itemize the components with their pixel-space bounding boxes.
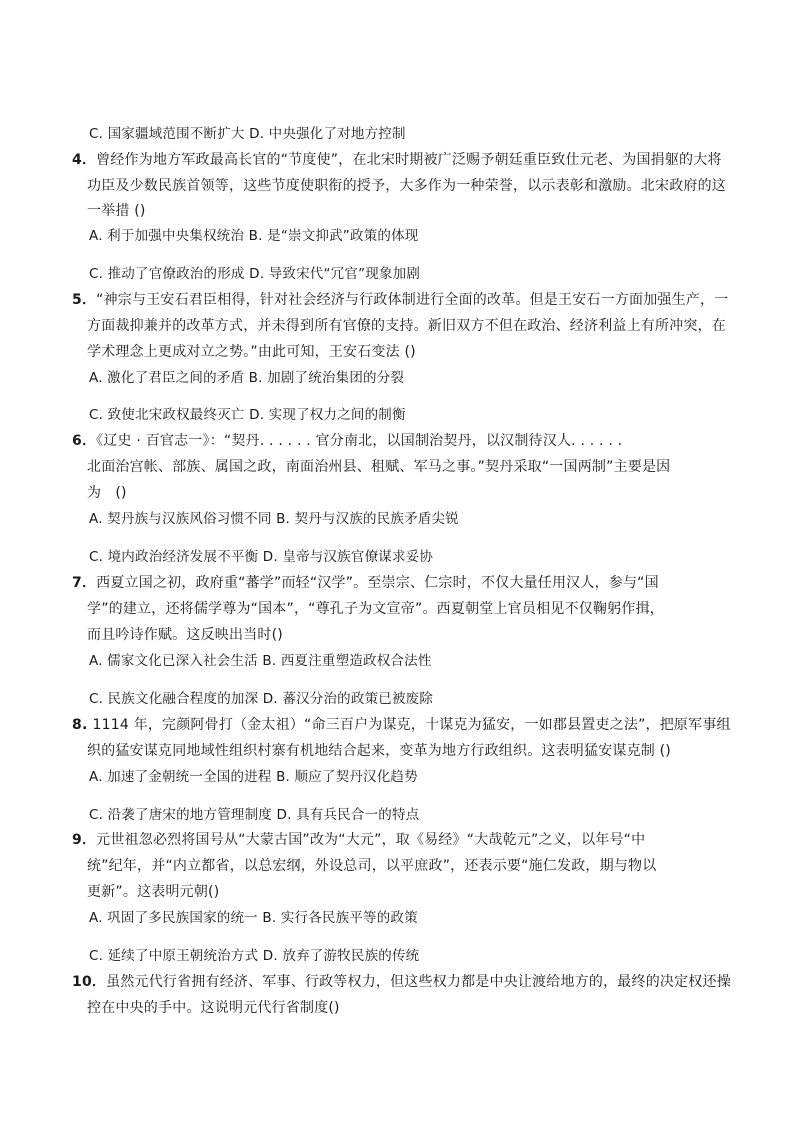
q10-number: 10． [72, 974, 107, 990]
q9-stem-line-1: 9．元世祖忽必烈将国号从“大蒙古国”改为“大元”，取《易经》“大哉乾元”之义，以年号“中 [72, 832, 646, 848]
q8-options-cd: C. 沿袭了唐宋的地方管理制度 D. 具有兵民合一的特点 [89, 807, 420, 823]
q9-options-cd: C. 延续了中原王朝统治方式 D. 放弃了游牧民族的传统 [89, 948, 420, 964]
q7-options-cd: C. 民族文化融合程度的加深 D. 蕃汉分治的政策已被废除 [89, 691, 434, 707]
q7-stem-line-1: 7．西夏立国之初，政府重“蕃学”而轻“汉学”。至崇宗、仁宗时，不仅大量任用汉人，参与“国 [72, 575, 659, 591]
q8-number: 8. [72, 717, 93, 733]
q5-options-ab: A. 激化了君臣之间的矛盾 B. 加剧了统治集团的分裂 [89, 370, 405, 386]
q5-number: 5． [72, 292, 97, 308]
q10-stem-line-2: 控在中央的手中。这说明元代行省制度() [87, 1000, 340, 1016]
q4-number: 4． [72, 152, 97, 168]
q6-options-ab: A. 契丹族与汉族风俗习惯不同 B. 契丹与汉族的民族矛盾尖锐 [89, 511, 459, 527]
q10-stem-line-1: 10．虽然元代行省拥有经济、军事、行政等权力，但这些权力都是中央让渡给地方的，最终的决定权还操 [72, 974, 731, 990]
q4-options-ab: A. 利于加强中央集权统治 B. 是“崇文抑武”政策的体现 [89, 228, 419, 244]
q9-options-ab: A. 巩固了多民族国家的统一 B. 实行各民族平等的政策 [89, 910, 418, 926]
q4-stem-line-3: 一举措 () [87, 203, 146, 219]
q4-stem-line-2: 功臣及少数民族首领等，这些节度使职衔的授予，大多作为一种荣誉，以示表彰和激励。北宋政府的这 [87, 178, 726, 194]
q6-stem-line-1: 6．《辽史 · 百官志一》：“契丹. . . . . . 官分南北，以国制治契丹，以汉制待汉人. . . . . . [72, 433, 623, 449]
q5-stem-line-3: 学术理念上更成对立之势。”由此可知，王安石变法 () [87, 344, 416, 360]
q9-stem-line-2: 统”纪年，并“内立都省，以总宏纲，外设总司，以平庶政”，还表示要“施仁发政，期与物以 [87, 858, 657, 874]
q7-stem-line-2: 学”的建立，还将儒学尊为“国本”，“尊孔子为文宣帝”。西夏朝堂上官员相见不仅鞠躬作揖， [87, 601, 664, 617]
q6-stem-line-3: 为 () [87, 485, 127, 501]
q4-stem-line-1: 4．曾经作为地方军政最高长官的“节度使”，在北宋时期被广泛赐予朝廷重臣致仕元老、为国捐躯的大将 [72, 152, 722, 168]
q6-options-cd: C. 境内政治经济发展不平衡 D. 皇帝与汉族官僚谋求妥协 [89, 549, 434, 565]
q7-stem-line-3: 而且吟诗作赋。这反映出当时() [87, 627, 283, 643]
q9-stem-line-3: 更新”。这表明元朝() [87, 884, 220, 900]
q7-options-ab: A. 儒家文化已深入社会生活 B. 西夏注重塑造政权合法性 [89, 653, 432, 669]
q7-number: 7． [72, 575, 97, 591]
q6-number: 6． [72, 433, 97, 449]
q6-stem-line-2: 北面治宫帐、部族、属国之政，南面治州县、租赋、军马之事。”契丹采取“一国两制”主要是因 [87, 459, 671, 475]
q8-stem-line-2: 织的猛安谋克同地域性组织村寨有机地结合起来，变革为地方行政组织。这表明猛安谋克制 () [87, 743, 671, 759]
q5-options-cd: C. 致使北宋政权最终灭亡 D. 实现了权力之间的制衡 [89, 407, 406, 423]
q4-options-cd: C. 推动了官僚政治的形成 D. 导致宋代“冗官”现象加剧 [89, 266, 421, 282]
q9-number: 9． [72, 832, 97, 848]
q8-options-ab: A. 加速了金朝统一全国的进程 B. 顺应了契丹汉化趋势 [89, 769, 418, 785]
q5-stem-line-2: 方面裁抑兼并的改革方式，并未得到所有官僚的支持。新旧双方不但在政治、经济利益上有所冲突，在 [87, 318, 726, 334]
q8-stem-line-1: 8. 1114 年，完颜阿骨打（金太祖）“命三百户为谋克，十谋克为猛安，一如郡县置吏之法”，把原军事组 [72, 717, 731, 733]
q3-options-cd: C. 国家疆域范围不断扩大 D. 中央强化了对地方控制 [89, 126, 406, 142]
q5-stem-line-1: 5．“神宗与王安石君臣相得，针对社会经济与行政体制进行全面的改革。但是王安石一方面加强生产，一 [72, 292, 729, 308]
